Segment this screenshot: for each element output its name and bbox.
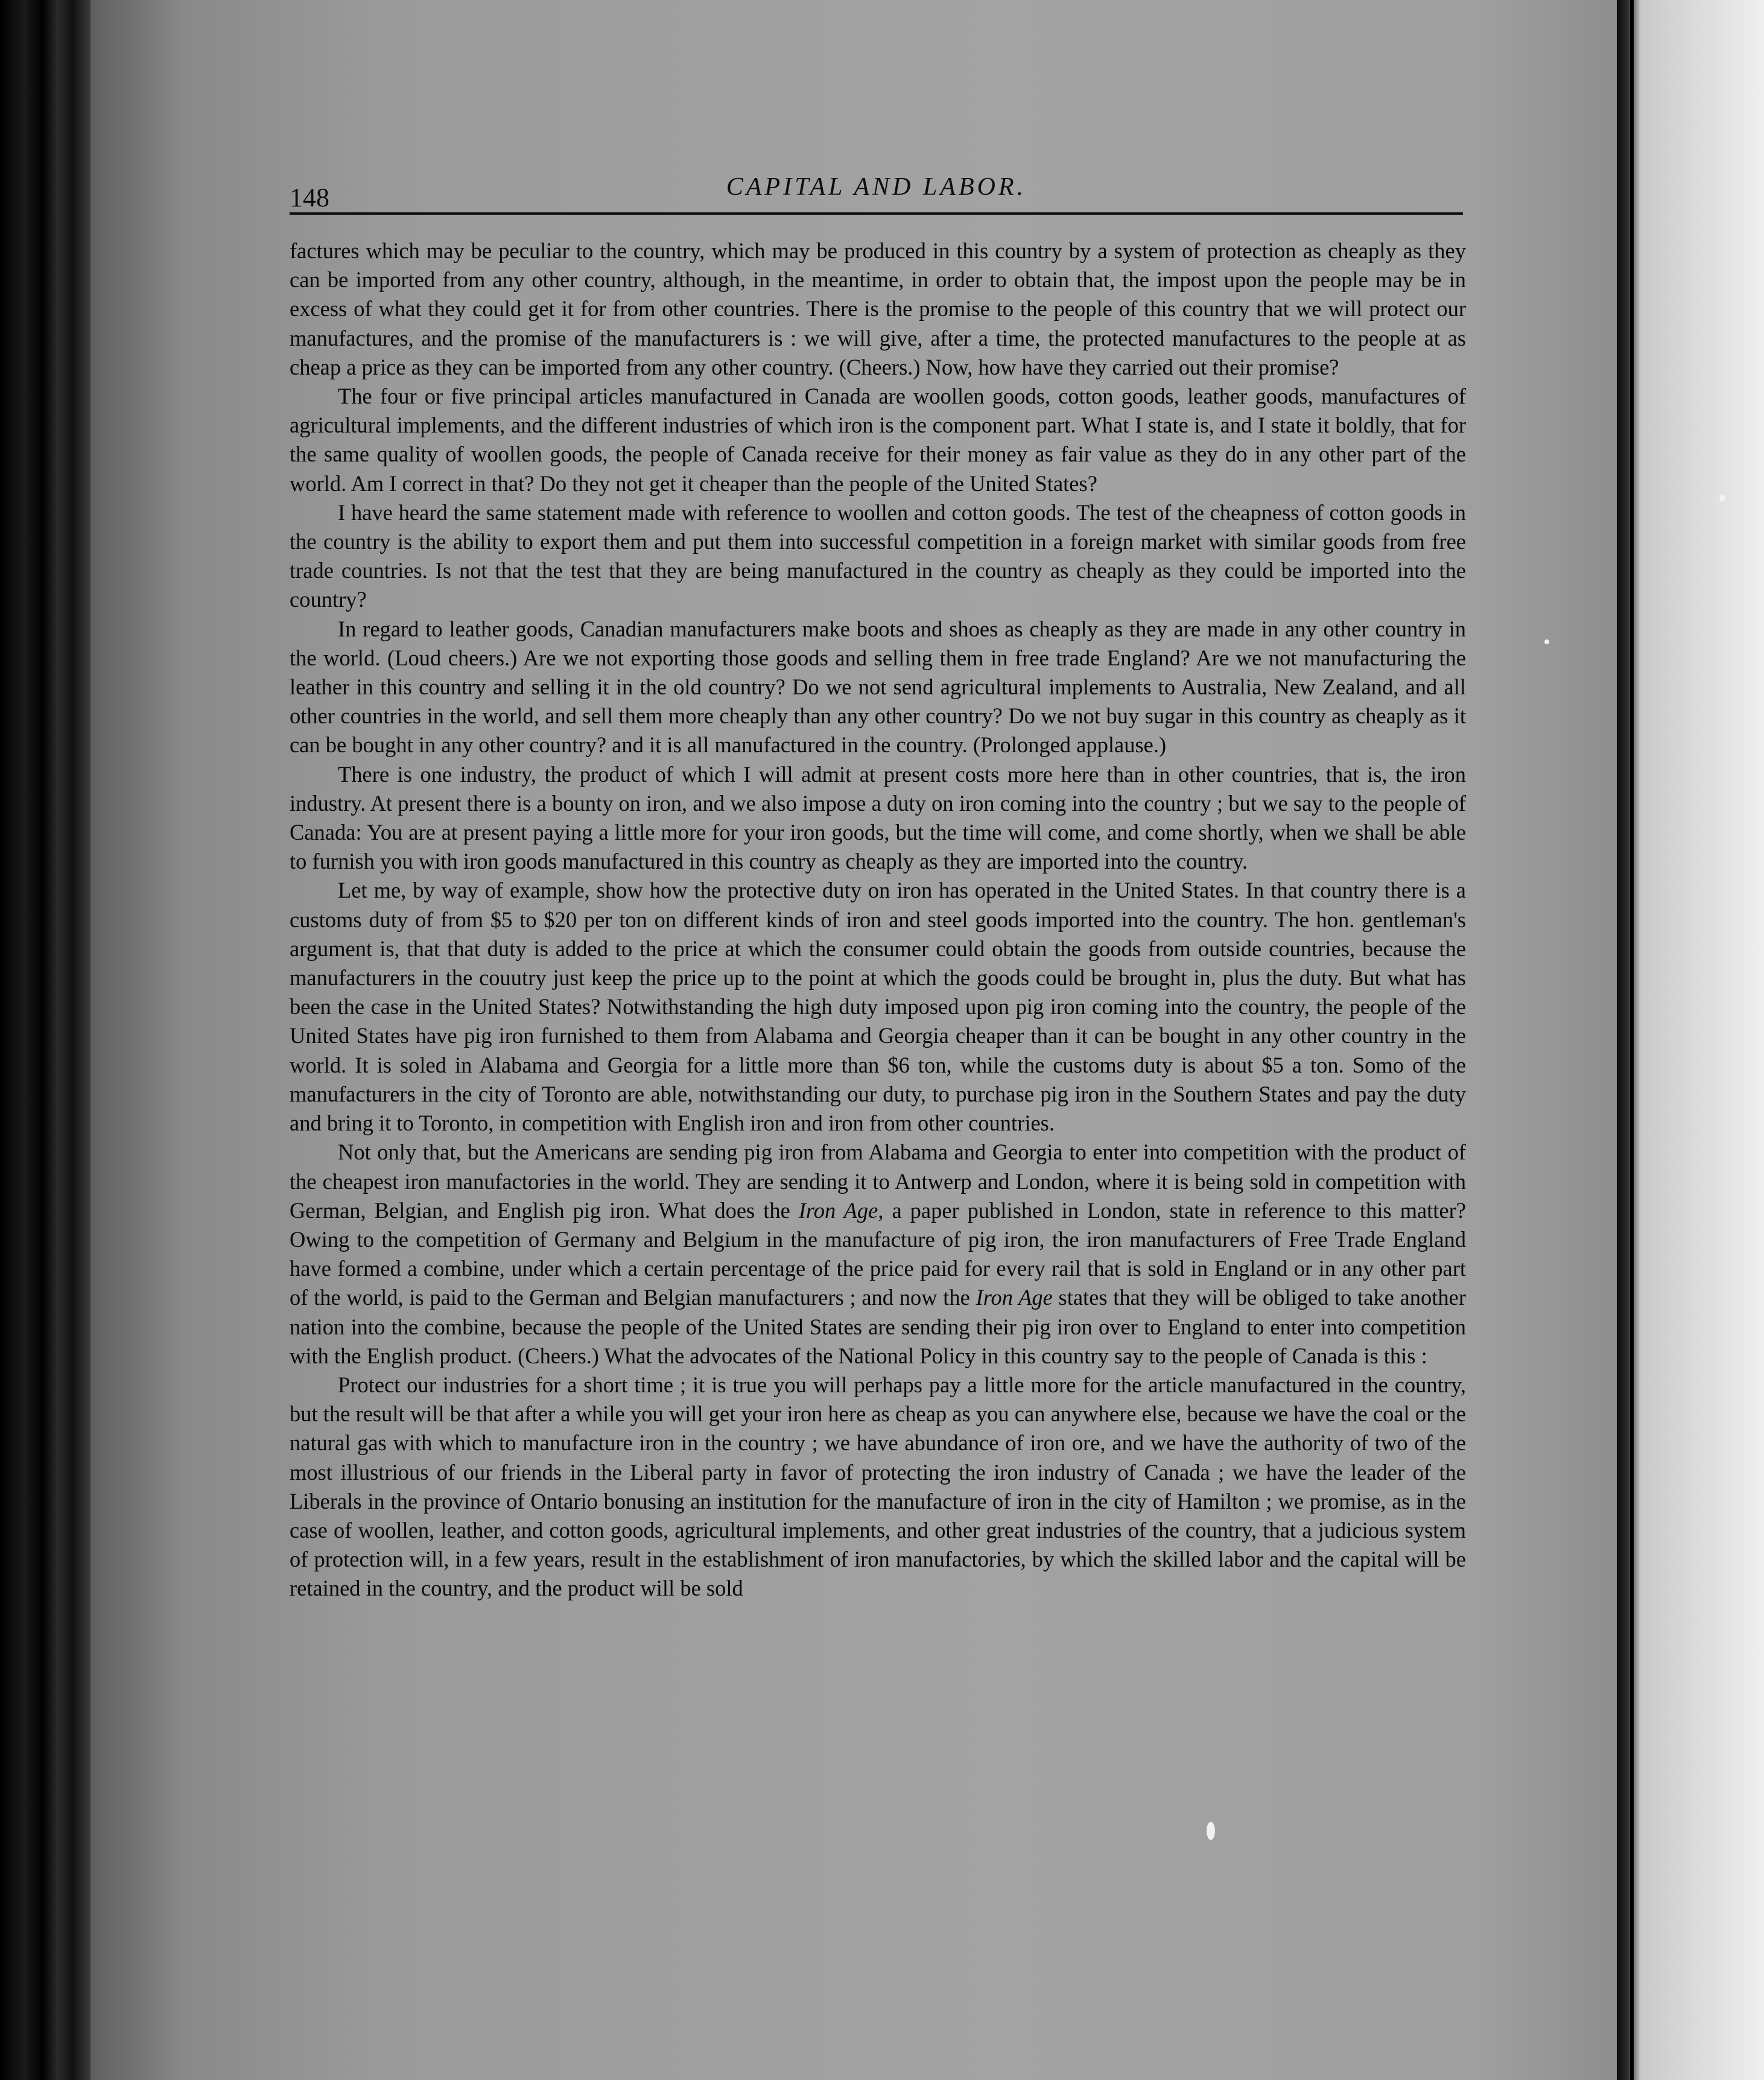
- paragraph: [290, 876, 1466, 1138]
- paragraph: [290, 498, 1466, 615]
- paragraph-text: I have heard the same statement made with reference to woollen and cotton goods. The test of the cheapness of cotton goods in the country is the ability to export them and put them into successful competition in a foreign market with similar goods from free trade countries. Is not that the test that they are being manufactured in the country as cheaply as they could be imported into the country?: [290, 499, 1466, 612]
- paragraph: [290, 1138, 1466, 1371]
- paragraph-text: There is one industry, the product of which I will admit at present costs more here than in other countries, that is, the iron industry. At present there is a bounty on iron, and we also impose a duty on iron coming into the country ; but we say to the people of Canada: You are at present paying a little more for your iron goods, but the time will come, and come shortly, when we shall be able to furnish you with iron goods manufactured in this country as cheaply as they are imported into the country.: [290, 761, 1466, 874]
- paragraph: [290, 382, 1466, 498]
- running-head: [290, 170, 1463, 215]
- scan-speck: [1207, 1822, 1215, 1840]
- facing-page-edge: [1617, 0, 1764, 2080]
- paragraph-text: Let me, by way of example, show how the protective duty on iron has operated in the United States. In that country there is a customs duty of from $5 to $20 per ton on different kinds of iron and steel goods imported into the country. The hon. gentleman's argument is, that that duty is added to the price at which the consumer could obtain the goods from outside countries, because the manufacturers in the couutry just keep the price up to the point at which the goods could be brought in, plus the duty. But what has been the case in the United States? Notwithstanding the high duty imposed upon pig iron coming into the country, the people of the United States have pig iron furnished to them from Alabama and Georgia cheaper than it can be bought in any other country in the world. It is soled in Alabama and Georgia for a little more than $6 ton, while the customs duty is about $5 a ton. Somo of the manufacturers in the city of Toronto are able, notwithstanding our duty, to purchase pig iron in the Southern States and pay the duty and bring it to Toronto, in competition with English iron and iron from other countries.: [290, 878, 1466, 1136]
- paragraph-text: factures which may be peculiar to the country, which may be produced in this country by a system of protection as cheaply as they can be imported from any other country, although, in the meantime, in order to obtain that, the impost upon the people may be in excess of what they could get it for from other countries. There is the promise to the people of this country that we will protect our manufactures, and the promise of the manufacturers is : we will give, after a time, the protected manufactures to the people at as cheap a price as they can be imported from any other country. (Cheers.) Now, how have they carried out their promise?: [290, 238, 1466, 379]
- paragraph-text: The four or five principal articles manufactured in Canada are woollen goods, cotton goods, leather goods, manufactures of agricultural implements, and the different industries of which iron is the component part. What I state is, and I state it boldly, that for the same quality of woollen goods, the people of Canada receive for their money as fair value as they do in any other part of the world. Am I correct in that? Do they not get it cheaper than the people of the United States?: [290, 384, 1466, 496]
- paragraph: [290, 236, 1466, 382]
- book-binding-edge: [0, 0, 90, 2080]
- paragraph: [290, 615, 1466, 760]
- italic-title-text: Iron Age: [976, 1285, 1053, 1310]
- paragraph-text: states that they will be obliged to take another nation into the combine, because the people of the United States are sending their pig iron over to England to enter into competition with the English product. (Cheers.) What the advocates of the National Policy in this country say to the people of Canada is this :: [290, 1285, 1466, 1368]
- paragraph-text: In regard to leather goods, Canadian manufacturers make boots and shoes as cheaply as they are made in any other country in the world. (Loud cheers.) Are we not exporting those goods and selling them in free trade England? Are we not manufacturing the leather in this country and selling it in the old country? Do we not send agricultural implements to Australia, New Zealand, and all other countries in the world, and sell them more cheaply than any other country? Do we not buy sugar in this country as cheaply as it can be bought in any other country? and it is all manufactured in the country. (Prolonged applause.): [290, 616, 1466, 758]
- paragraph-text: , a paper published in London, state in reference to this matter? Owing to the competition of Germany and Belgium in the manufacture of pig iron, the iron manufacturers of Free Trade England have formed a combine, under which a certain percentage of the price paid for every rail that is sold in England or in any other part of the world, is paid to the German and Belgian manufacturers ; and now the: [290, 1197, 1467, 1310]
- italic-title-text: Iron Age: [798, 1197, 878, 1223]
- scan-speck: [1719, 495, 1725, 502]
- paragraph: [290, 1371, 1466, 1603]
- scan-speck: [1544, 639, 1549, 644]
- page-number: 148: [290, 183, 329, 212]
- paragraph: [290, 760, 1466, 877]
- page-title: CAPITAL AND LABOR.: [726, 173, 1027, 201]
- paragraph-text: Protect our industries for a short time ; it is true you will perhaps pay a little more for the article manufactured in the country, but the result will be that after a while you will get your iron here as cheap as you can anywhere else, because we have the coal or the natural gas with which to manufacture iron in the country ; we have abundance of iron ore, and we have the authority of two of the most illustrious of our friends in the Liberal party in favor of protecting the iron industry of Canada ; we have the leader of the Liberals in the province of Ontario bonusing an institution for the manufacture of iron in the city of Hamilton ; we promise, as in the case of woollen, leather, and cotton goods, agricultural implements, and other great industries of the country, that a judicious system of protection will, in a few years, result in the establishment of iron manufactories, by which the skilled labor and the capital will be retained in the country, and the product will be sold: [290, 1372, 1466, 1601]
- page-fold-line: [1630, 0, 1634, 2080]
- body-text: [290, 236, 1466, 1603]
- paragraph-text: Not only that, but the Americans are sending pig iron from Alabama and Georgia to enter into competition with the product of the cheapest iron manufactories in the world. They are sending it to Antwerp and London, where it is being sold in competition with German, Belgian, and English pig iron. What does the: [290, 1140, 1466, 1223]
